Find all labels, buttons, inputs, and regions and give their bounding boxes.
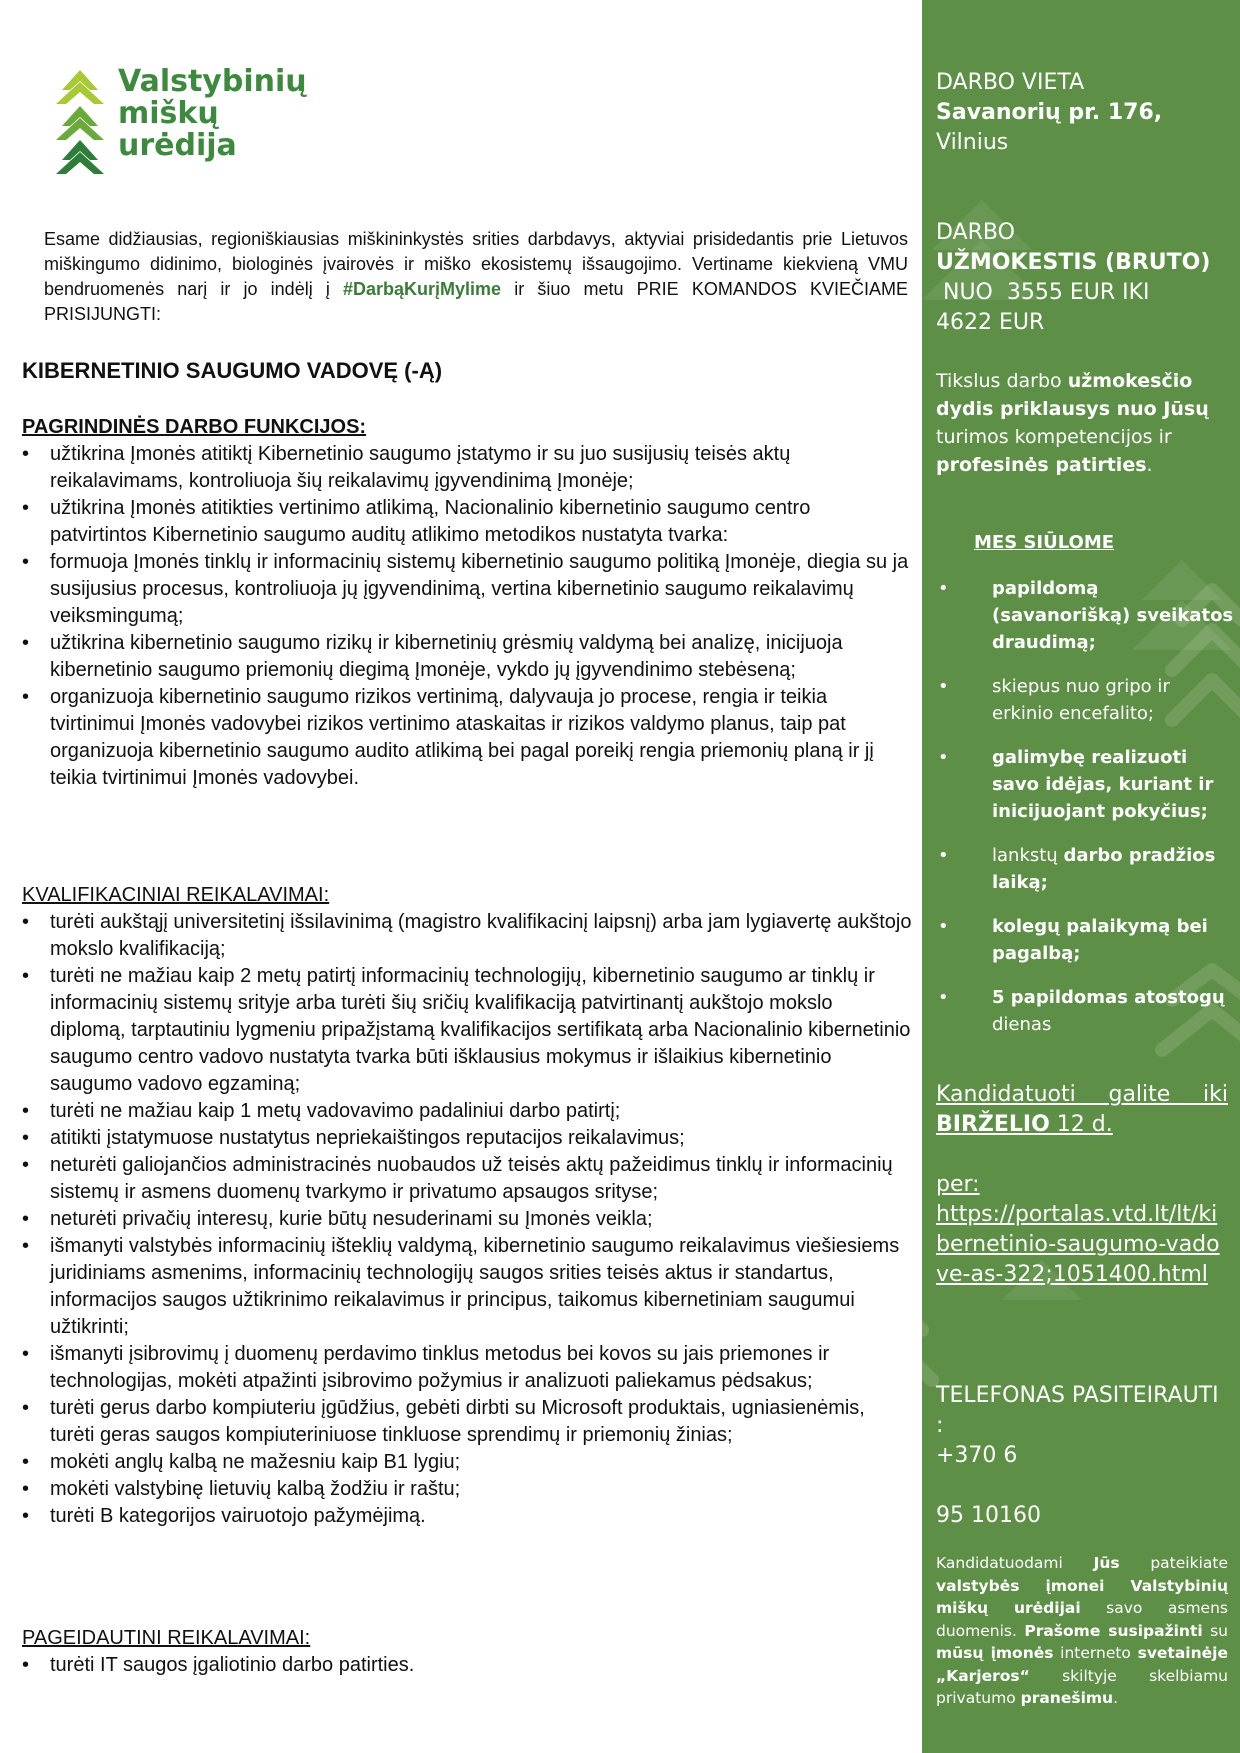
list-item: • išmanyti įsibrovimų į duomenų perdavimo tinklus metodus bei kovos su jais priemones ir technologijas, mokėti atpažinti įsibrovimo požymius ir analizuoti paliekamus pėdsakus; bbox=[22, 1341, 912, 1395]
intro-text-end: ir šiuo metu PRIE KOMANDOS KVIEČIAME PRISIJUNGTI: bbox=[44, 279, 908, 324]
privacy-notice: Kandidatuodami Jūs pateikiate valstybės įmonei Valstybinių miškų urėdijai savo asmens duomenis. Prašome susipažinti su mūsų įmonės interneto svetainėje „Karjeros“ skiltyje skelbiamu privatumo pranešimu. bbox=[936, 1554, 1229, 1707]
company-logo bbox=[54, 64, 307, 176]
list-item: • mokėti anglų kalbą ne mažesniu kaip B1 lygiu; bbox=[22, 1449, 912, 1476]
qualifications-heading: KVALIFIKACINIAI REIKALAVIMAI: bbox=[22, 884, 330, 906]
qualifications-section bbox=[22, 882, 912, 1530]
list-item: • užtikrina Įmonės atitikties vertinimo atlikimą, Nacionalinio kibernetinio saugumo centro patvirtintos Kibernetinio saugumo auditų atlikimo metodikos nustatyta tvarka: bbox=[22, 495, 912, 549]
application-link[interactable] bbox=[936, 1170, 1228, 1290]
list-item: • turėti IT saugos įgaliotinio darbo patirties. bbox=[22, 1652, 912, 1679]
list-item: • turėti ne mažiau kaip 1 metų vadovavimo padaliniui darbo patirtį; bbox=[22, 1098, 912, 1125]
offer-item: • skiepus nuo gripo ir erkinio encefalito; bbox=[936, 673, 1236, 727]
logo-line-1: Valstybinių bbox=[118, 64, 307, 99]
offer-list bbox=[936, 575, 1236, 1055]
list-item: • formuoja Įmonės tinklų ir informacinių sistemų kibernetinio saugumo politiką Įmonėje, diegia su ja susijusius procesus, kontroliuoja jų įgyvendinimą, vertina kibernetinio saugumo reikalavimų veiksmingumą; bbox=[22, 549, 912, 630]
salary-range: NUO 3555 EUR IKI bbox=[936, 280, 1150, 305]
list-item: • neturėti privačių interesų, kurie būtų nesuderinami su Įmonės veikla; bbox=[22, 1206, 912, 1233]
intro-text: Esame didžiausias, regioniškiausias miškininkystės srities darbdavys, aktyviai prisidedantis prie Lietuvos miškingumo didinimo, biologinės įvairovės ir miško ekosistemų išsaugojimo. Vertiname kiekvieną VMU bendruomenės narį ir jo indėlį į bbox=[44, 229, 908, 299]
list-item: • turėti aukštąjį universitetinį išsilavinimą (magistro kvalifikacinį laipsnį) arba jam lygiavertę aukštojo mokslo kvalifikaciją; bbox=[22, 909, 912, 963]
functions-section bbox=[22, 414, 912, 792]
tree-logo-icon bbox=[54, 70, 106, 174]
info-sidebar bbox=[922, 0, 1240, 1753]
intro-paragraph bbox=[44, 227, 908, 327]
preferred-section bbox=[22, 1625, 912, 1679]
phone-label: TELEFONAS PASITEIRAUTI : bbox=[936, 1383, 1219, 1438]
salary-block bbox=[936, 218, 1228, 338]
list-item: • organizuoja kibernetinio saugumo rizikos vertinimą, dalyvauja jo procese, rengia ir teikia tvirtinimui Įmonės vadovybei rizikos vertinimo ataskaitas ir rizikos valdymo planus, taip pat organizuoja kibernetinio saugumo audito atlikimą bei pagal poreikį rengia priemonių planą ir jį teikia tvirtinimui Įmonės vadovybei. bbox=[22, 684, 912, 792]
location-address: Savanorių pr. 176, bbox=[936, 100, 1163, 125]
phone-number-part-2[interactable]: 95 10160 bbox=[936, 1503, 1041, 1528]
offer-item: • kolegų palaikymą bei pagalbą; bbox=[936, 913, 1236, 967]
list-item: • užtikrina Įmonės atitiktį Kibernetinio saugumo įstatymo ir su juo susijusių teisės aktų reikalavimams, kontroliuoja šių reikalavimų įgyvendinimą Įmonėje; bbox=[22, 441, 912, 495]
job-title: KIBERNETINIO SAUGUMO VADOVĘ (-Ą) bbox=[22, 358, 443, 383]
salary-label: DARBO bbox=[936, 220, 1015, 245]
list-item: • neturėti galiojančios administracinės nuobaudos už teisės aktų pažeidimus tinklų ir informacinių sistemų ir asmens duomenų tvarkymo ir privatumo apsaugos srityse; bbox=[22, 1152, 912, 1206]
offer-item: • 5 papildomas atostogų dienas bbox=[936, 984, 1236, 1038]
salary-heading: UŽMOKESTIS (BRUTO) bbox=[936, 250, 1211, 275]
preferred-list bbox=[22, 1652, 912, 1679]
salary-range-end: 4622 EUR bbox=[936, 310, 1045, 335]
apply-deadline: Kandidatuoti galite iki BIRŽELIO 12 d. bbox=[936, 1082, 1228, 1137]
application-url[interactable]: https://portalas.vtd.lt/lt/kibernetinio-saugumo-vadove-as-322;1051400.html bbox=[936, 1202, 1220, 1287]
list-item: • turėti ne mažiau kaip 2 metų patirtį informacinių technologijų, kibernetinio saugumo ar tinklų ir informacinių sistemų srityje arba turėti šių sričių kvalifikaciją patvirtinantį aukštojo mokslo diplomą, tarptautiniu lygmeniu pripažįstamą kvalifikacijos sertifikatą arba Nacionalinio kibernetinio saugumo centro vadovo nustatyta tvarka būti išklausius mokymus ir išlaikius kibernetinio saugumo vadovo egzaminą; bbox=[22, 963, 912, 1098]
list-item: • užtikrina kibernetinio saugumo rizikų ir kibernetinių grėsmių valdymą bei analizę, inicijuoja kibernetinio saugumo priemonių diegimą Įmonėje, vykdo jų įgyvendinimo stebėseną; bbox=[22, 630, 912, 684]
logo-wordmark bbox=[118, 66, 307, 162]
list-item: • turėti gerus darbo kompiuteriu įgūdžius, gebėti dirbti su Microsoft produktais, ugniasienėmis, turėti geras saugos kompiuteriniuose tinkluose sprendimų ir priemonių žinias; bbox=[22, 1395, 912, 1449]
work-location bbox=[936, 68, 1228, 158]
offer-item: • papildomą (savanorišką) sveikatos draudimą; bbox=[936, 575, 1236, 656]
list-item: • atitikti įstatymuose nustatytus nepriekaištingos reputacijos reikalavimus; bbox=[22, 1125, 912, 1152]
functions-heading: PAGRINDINĖS DARBO FUNKCIJOS: bbox=[22, 416, 367, 438]
list-item: • turėti B kategorijos vairuotojo pažymėjimą. bbox=[22, 1503, 912, 1530]
offer-heading: MES SIŪLOME bbox=[974, 532, 1115, 553]
preferred-heading: PAGEIDAUTINI REIKALAVIMAI: bbox=[22, 1627, 311, 1649]
salary-note: Tikslus darbo užmokesčio dydis priklausys nuo Jūsų turimos kompetencijos ir profesinės patirties. bbox=[936, 370, 1209, 476]
logo-line-2: miškų bbox=[118, 96, 219, 131]
list-item: • mokėti valstybinę lietuvių kalbą žodžiu ir raštu; bbox=[22, 1476, 912, 1503]
offer-item: • galimybę realizuoti savo idėjas, kuriant ir inicijuojant pokyčius; bbox=[936, 744, 1236, 825]
logo-line-3: urėdija bbox=[118, 128, 237, 163]
phone-number-part-1[interactable]: +370 6 bbox=[936, 1443, 1018, 1468]
hashtag-link[interactable]: #DarbąKurįMylime bbox=[343, 279, 502, 299]
location-label: DARBO VIETA bbox=[936, 70, 1085, 95]
functions-list bbox=[22, 441, 912, 792]
link-label: per: bbox=[936, 1172, 980, 1197]
list-item: • išmanyti valstybės informacinių išteklių valdymą, kibernetinio saugumo reikalavimus viešiesiems juridiniams asmenims, informacinių technologijų saugos srities teisės aktus ir standartus, informacijos saugos užtikrinimo reikalavimus ir principus, taikomus kibernetiniam saugumui užtikrinti; bbox=[22, 1233, 912, 1341]
offer-item: • lankstų darbo pradžios laiką; bbox=[936, 842, 1236, 896]
qualifications-list bbox=[22, 909, 912, 1530]
phone-block bbox=[936, 1381, 1228, 1471]
location-city: Vilnius bbox=[936, 130, 1009, 155]
